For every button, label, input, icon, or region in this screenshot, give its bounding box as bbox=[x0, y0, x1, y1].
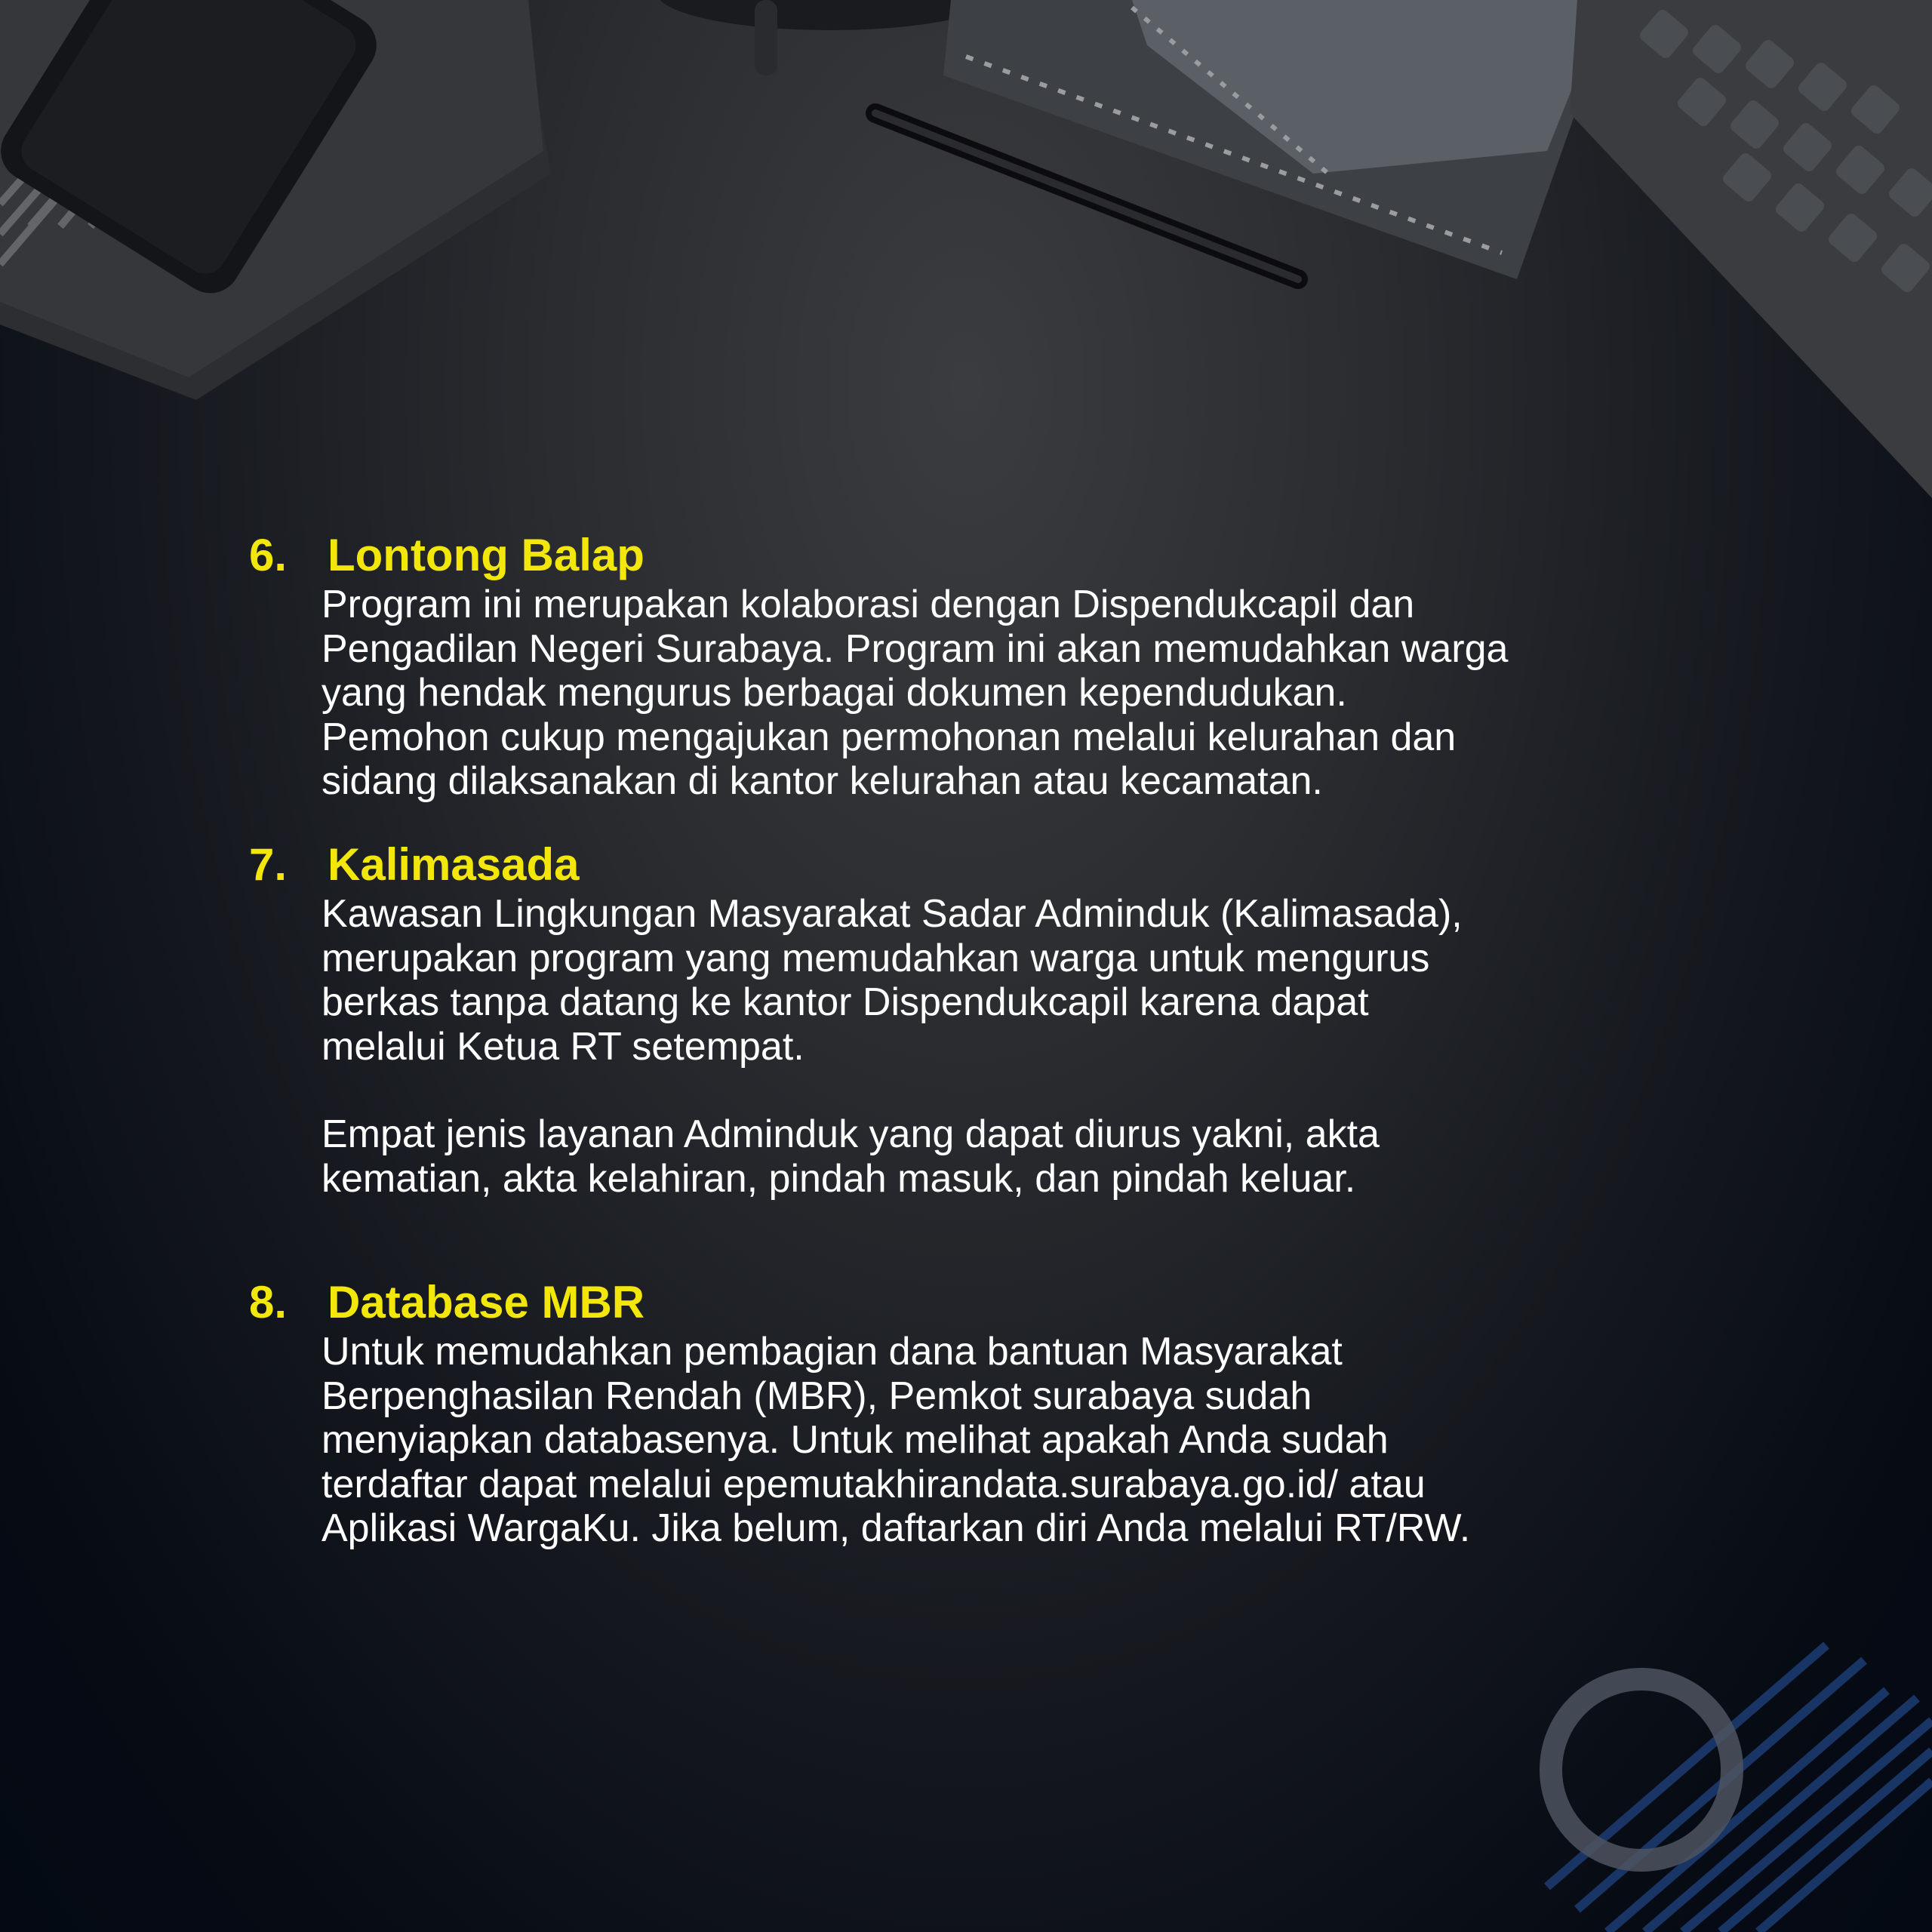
program-description: Kawasan Lingkungan Masyarakat Sadar Adminduk (Kalimasada), merupakan program yang memudahkan warga untuk mengurus berkas tanpa datang ke kantor Dispendukcapil karena dapat melalui Ketua RT setempat. bbox=[321, 892, 1463, 1069]
program-item-lontong-balap bbox=[249, 528, 1508, 804]
program-title: Kalimasada bbox=[328, 839, 580, 890]
program-number: 6. bbox=[249, 530, 288, 580]
spiral-notebook bbox=[943, 0, 1615, 279]
program-description-extra: Empat jenis layanan Adminduk yang dapat diurus yakni, akta kematian, akta kelahiran, pindah masuk, dan pindah keluar. bbox=[321, 1112, 1380, 1201]
program-description: Untuk memudahkan pembagian dana bantuan Masyarakat Berpenghasilan Rendah (MBR), Pemkot surabaya sudah menyiapkan databasenya. Untuk melihat apakah Anda sudah terdaftar dapat melalui epemutakhirandata.surabaya.go.id/ atau Aplikasi WargaKu. Jika belum, daftarkan diri Anda melalui RT/RW. bbox=[321, 1330, 1471, 1550]
program-title: Database MBR bbox=[328, 1277, 645, 1327]
program-number: 7. bbox=[249, 839, 288, 890]
program-heading bbox=[249, 1275, 1470, 1330]
program-heading bbox=[249, 528, 1508, 583]
program-item-database-mbr bbox=[249, 1275, 1470, 1551]
program-heading bbox=[249, 838, 1463, 892]
program-description: Program ini merupakan kolaborasi dengan Dispendukcapil dan Pengadilan Negeri Surabaya. Program ini akan memudahkan warga yang hendak mengurus berbagai dokumen kependudukan. Pemohon cukup mengajukan permohonan melalui kelurahan dan sidang dilaksanakan di kantor kelurahan atau kecamatan. bbox=[321, 583, 1509, 803]
program-title: Lontong Balap bbox=[328, 530, 645, 580]
program-number: 8. bbox=[249, 1277, 288, 1327]
keyboard bbox=[1570, 0, 1932, 498]
program-item-kalimasada bbox=[249, 838, 1463, 1201]
ring-decoration bbox=[1551, 1679, 1732, 1860]
paragraph-spacer bbox=[249, 1069, 1463, 1112]
